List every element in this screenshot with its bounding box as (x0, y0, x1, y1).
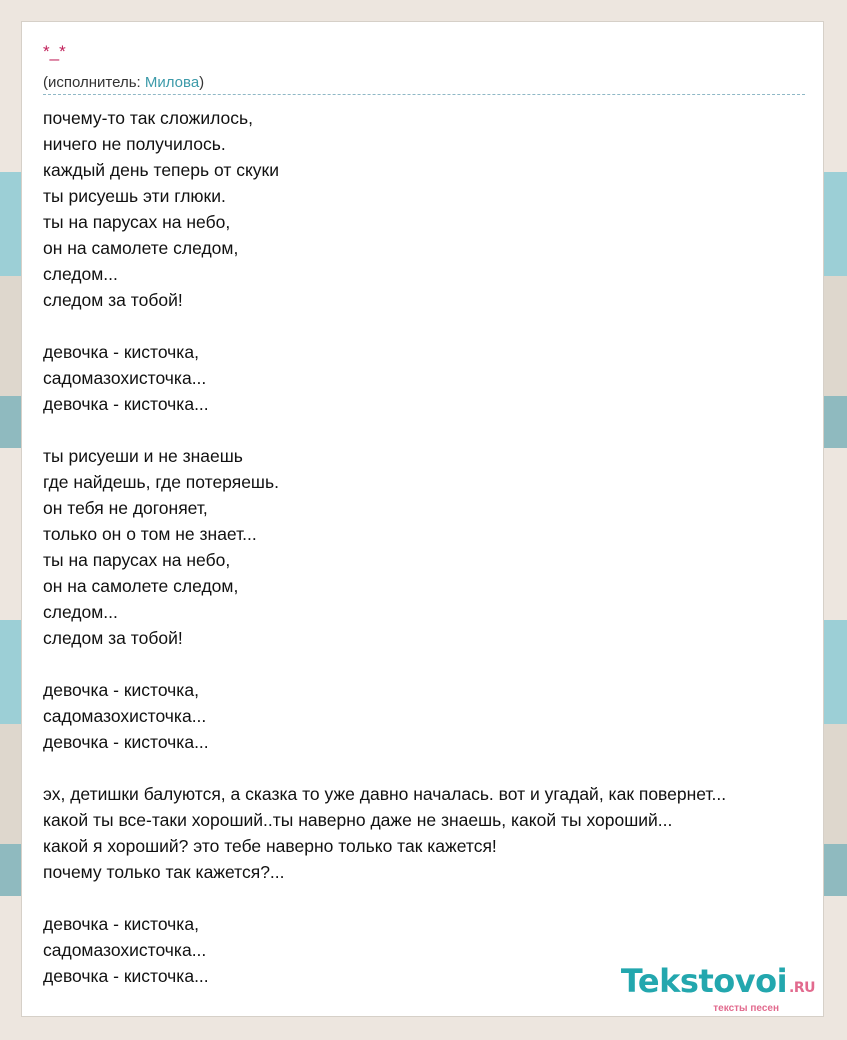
lyrics-line: каждый день теперь от скуки (43, 160, 279, 180)
lyrics-line: почему-то так сложилось, (43, 108, 254, 128)
lyrics-line: девочка - кисточка, (43, 680, 199, 700)
lyrics-line: ты рисуеши и не знаешь (43, 446, 243, 466)
artist-line (43, 73, 805, 95)
site-logo[interactable] (620, 962, 815, 1014)
lyrics-line: эх, детишки балуются, а сказка то уже давно началась. вот и угадай, как повернет... (43, 784, 727, 804)
lyrics-line: ничего не получилось. (43, 134, 226, 154)
lyrics-line: девочка - кисточка... (43, 394, 209, 414)
lyrics-line: какой я хороший? это тебе наверно только так кажется! (43, 836, 497, 856)
logo-domain: .RU (789, 980, 815, 996)
lyrics-line: где найдешь, где потеряешь. (43, 472, 279, 492)
lyrics-blank-line (43, 755, 847, 781)
lyrics-line: только он о том не знает... (43, 524, 257, 544)
lyrics-blank-line (43, 313, 847, 339)
lyrics-line: ты рисуешь эти глюки. (43, 186, 226, 206)
lyrics-text (43, 105, 847, 989)
lyrics-line: какой ты все-таки хороший..ты наверно даже не знаешь, какой ты хороший... (43, 810, 673, 830)
logo-subtitle: тексты песен (713, 1003, 779, 1014)
lyrics-line: девочка - кисточка... (43, 732, 209, 752)
lyrics-line: садомазохисточка... (43, 368, 207, 388)
lyrics-line: он на самолете следом, (43, 238, 239, 258)
lyrics-line: девочка - кисточка, (43, 914, 199, 934)
lyrics-line: следом... (43, 264, 118, 284)
lyrics-blank-line (43, 651, 847, 677)
lyrics-line: он на самолете следом, (43, 576, 239, 596)
lyrics-line: садомазохисточка... (43, 940, 207, 960)
lyrics-line: садомазохисточка... (43, 706, 207, 726)
lyrics-blank-line (43, 417, 847, 443)
lyrics-line: следом за тобой! (43, 628, 183, 648)
lyrics-line: девочка - кисточка, (43, 342, 199, 362)
lyrics-blank-line (43, 885, 847, 911)
lyrics-line: девочка - кисточка... (43, 966, 209, 986)
artist-link[interactable]: Милова (144, 74, 200, 91)
lyrics-line: почему только так кажется?... (43, 862, 285, 882)
lyrics-line: ты на парусах на небо, (43, 212, 231, 232)
lyrics-line: он тебя не догоняет, (43, 498, 208, 518)
logo-name: Tekstovoi (620, 962, 788, 1000)
lyrics-line: следом... (43, 602, 118, 622)
lyrics-card (21, 21, 824, 1017)
artist-prefix: (исполнитель: (43, 74, 145, 91)
lyrics-line: следом за тобой! (43, 290, 183, 310)
song-title: *_* (43, 42, 66, 61)
artist-suffix: ) (199, 74, 205, 91)
lyrics-line: ты на парусах на небо, (43, 550, 231, 570)
